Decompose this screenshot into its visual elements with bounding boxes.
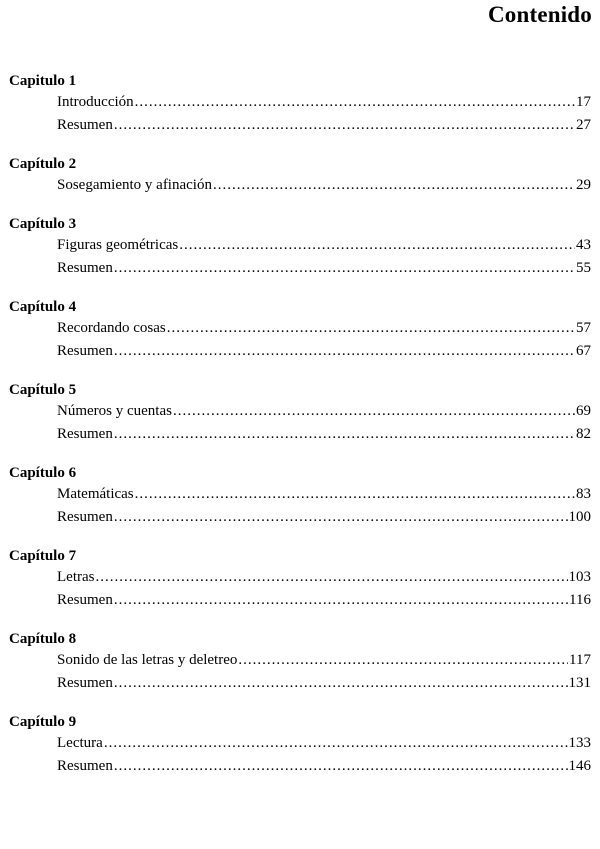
toc-entry-label: Resumen — [57, 343, 113, 359]
dot-leader — [135, 91, 575, 114]
dot-leader — [179, 234, 575, 257]
chapter-section — [9, 547, 591, 612]
dot-leader — [114, 114, 575, 137]
dot-leader — [95, 566, 567, 589]
dot-leader — [114, 589, 568, 612]
toc-entry-label: Sosegamiento y afinación — [57, 177, 212, 193]
toc-entry — [57, 755, 591, 778]
toc-entry-page-number: 117 — [569, 652, 591, 668]
toc-entry — [57, 732, 591, 755]
chapter-section — [9, 215, 591, 280]
chapter-heading: Capítulo 3 — [9, 216, 77, 232]
toc-entry-label: Sonido de las letras y deletreo — [57, 652, 238, 668]
toc-entry — [57, 566, 591, 589]
toc-entry-label: Resumen — [57, 675, 113, 691]
dot-leader — [213, 174, 575, 197]
toc-entry-page-number: 17 — [576, 94, 591, 110]
toc-entry-label: Figuras geométricas — [57, 237, 179, 253]
toc-entry — [57, 114, 591, 137]
toc-entry-page-number: 43 — [576, 237, 591, 253]
toc-entry — [57, 506, 591, 529]
toc-entry — [57, 400, 591, 423]
toc-entry-label: Letras — [57, 569, 95, 585]
toc-entry-label: Resumen — [57, 117, 113, 133]
toc-entry-label: Resumen — [57, 509, 113, 525]
chapter-section — [9, 464, 591, 529]
chapter-section — [9, 298, 591, 363]
chapter-section — [9, 155, 591, 197]
toc-entry-label: Resumen — [57, 758, 113, 774]
toc-entry-label: Resumen — [57, 260, 113, 276]
toc-entry-page-number: 55 — [576, 260, 591, 276]
table-of-contents — [9, 72, 591, 796]
dot-leader — [114, 340, 575, 363]
toc-entry — [57, 672, 591, 695]
chapter-heading: Capítulo 6 — [9, 465, 77, 481]
toc-entry — [57, 234, 591, 257]
dot-leader — [114, 672, 568, 695]
toc-entry — [57, 317, 591, 340]
toc-entry-page-number: 116 — [569, 592, 591, 608]
chapter-heading: Capítulo 4 — [9, 299, 77, 315]
toc-entry-label: Números y cuentas — [57, 403, 172, 419]
toc-entry — [57, 649, 591, 672]
toc-entry — [57, 483, 591, 506]
chapter-heading: Capítulo 7 — [9, 548, 77, 564]
toc-entry — [57, 589, 591, 612]
chapter-section — [9, 713, 591, 778]
dot-leader — [167, 317, 575, 340]
dot-leader — [114, 257, 575, 280]
dot-leader — [114, 506, 568, 529]
toc-entry-page-number: 67 — [576, 343, 591, 359]
toc-entry-page-number: 131 — [568, 675, 591, 691]
chapter-heading: Capítulo 8 — [9, 631, 77, 647]
toc-entry-label: Recordando cosas — [57, 320, 166, 336]
toc-entry-page-number: 133 — [568, 735, 591, 751]
toc-entry — [57, 174, 591, 197]
chapter-heading: Capítulo 2 — [9, 156, 77, 172]
toc-entry-page-number: 27 — [576, 117, 591, 133]
chapter-section — [9, 381, 591, 446]
toc-entry-page-number: 146 — [568, 758, 591, 774]
toc-entry-page-number: 82 — [576, 426, 591, 442]
dot-leader — [173, 400, 575, 423]
toc-entry-label: Lectura — [57, 735, 103, 751]
toc-entry-label: Matemáticas — [57, 486, 134, 502]
toc-entry-page-number: 83 — [576, 486, 591, 502]
toc-entry — [57, 340, 591, 363]
toc-entry-page-number: 57 — [576, 320, 591, 336]
toc-entry-label: Resumen — [57, 426, 113, 442]
dot-leader — [135, 483, 575, 506]
chapter-heading: Capítulo 5 — [9, 382, 77, 398]
chapter-heading: Capítulo 9 — [9, 714, 77, 730]
toc-entry — [57, 257, 591, 280]
chapter-section — [9, 72, 591, 137]
page-title: Contenido — [487, 2, 592, 27]
toc-entry-label: Resumen — [57, 592, 113, 608]
toc-entry-page-number: 100 — [568, 509, 591, 525]
dot-leader — [114, 423, 575, 446]
chapter-heading: Capitulo 1 — [9, 73, 77, 89]
dot-leader — [114, 755, 568, 778]
toc-entry — [57, 423, 591, 446]
toc-entry-page-number: 29 — [576, 177, 591, 193]
toc-entry-page-number: 103 — [568, 569, 591, 585]
toc-entry — [57, 91, 591, 114]
chapter-section — [9, 630, 591, 695]
toc-entry-label: Introducción — [57, 94, 134, 110]
dot-leader — [238, 649, 568, 672]
dot-leader — [104, 732, 568, 755]
toc-entry-page-number: 69 — [576, 403, 591, 419]
